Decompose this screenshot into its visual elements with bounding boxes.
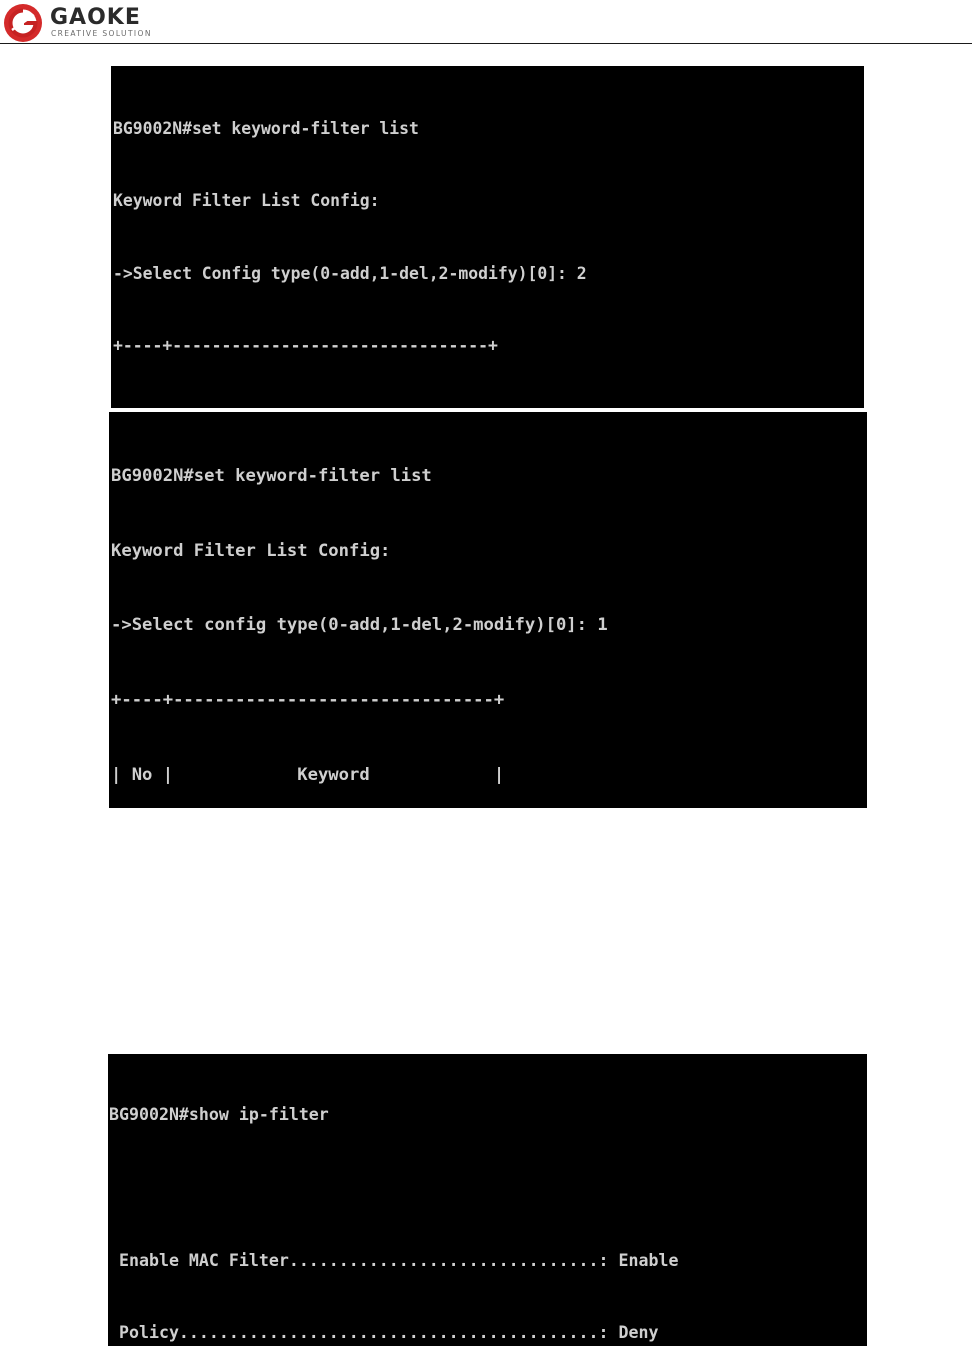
table-header-row: | No | Keyword | — [111, 764, 505, 785]
terminal-line: BG9002N#show ip-filter — [109, 1105, 329, 1125]
brand-tagline: CREATIVE SOLUTION — [51, 29, 152, 38]
gaoke-logo-icon — [3, 3, 43, 43]
terminal-line: BG9002N#set keyword-filter list — [113, 119, 419, 139]
terminal-line: BG9002N#set keyword-filter list — [111, 465, 432, 486]
terminal-delete-keyword — [109, 412, 867, 808]
terminal-line: ->Select Config type(0-add,1-del,2-modify)[0]: 2 — [113, 263, 587, 283]
terminal-line: Policy..........................................: Deny — [109, 1323, 659, 1343]
header-divider — [0, 43, 972, 44]
terminal-modify-keyword — [111, 66, 864, 408]
terminal-line: Keyword Filter List Config: — [113, 191, 380, 211]
table-header-row — [113, 406, 864, 408]
terminal-line: ->Select config type(0-add,1-del,2-modify)[0]: 1 — [111, 615, 608, 636]
table-border: +----+--------------------------------+ — [113, 336, 498, 356]
page-header — [0, 0, 972, 44]
brand-name: GAOKE — [50, 5, 141, 30]
terminal-show-ip-filter — [108, 1054, 867, 1346]
table-border: +----+-------------------------------+ — [111, 689, 505, 710]
blank-line — [109, 1176, 867, 1200]
terminal-line: Keyword Filter List Config: — [111, 540, 391, 561]
terminal-line: Enable MAC Filter...............................: Enable — [109, 1250, 679, 1270]
